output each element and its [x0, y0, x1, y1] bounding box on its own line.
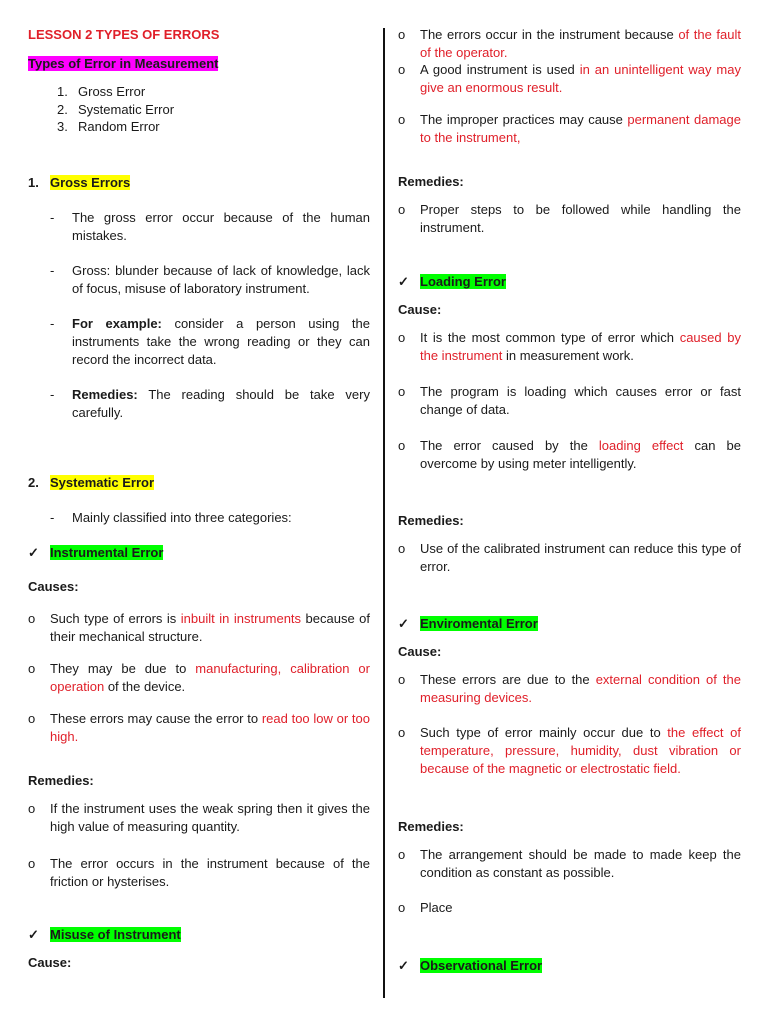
bullet-item [398, 846, 741, 882]
text: Proper steps to be followed while handling the instrument. [420, 202, 741, 235]
label-heading [398, 301, 441, 319]
bullet-icon: o [398, 330, 406, 345]
column-divider [383, 28, 385, 998]
bullet-item [398, 26, 741, 62]
highlighted-red-text: inbuilt in instruments [180, 611, 302, 626]
text: The error caused by the [420, 438, 599, 453]
section-heading [28, 174, 131, 192]
dash-item [50, 386, 370, 422]
text: Mainly classified into three categories: [72, 510, 292, 525]
highlighted-red-text: read too low or too high. [50, 711, 370, 744]
list-item [57, 118, 160, 136]
bullet-item [28, 855, 370, 891]
text: Gross Errors [50, 175, 131, 190]
text: Such type of errors is [50, 611, 181, 626]
list-number: 2. [57, 102, 68, 117]
highlighted-red-text: loading effect [598, 438, 684, 453]
section-heading [28, 474, 155, 492]
text: Cause: [398, 302, 442, 317]
bullet-icon: o [398, 847, 406, 862]
checkmark-icon: ✓ [398, 958, 409, 973]
text: can be overcome by using meter intelligently. [420, 438, 741, 471]
bullet-item [398, 899, 741, 917]
label-heading [28, 954, 71, 972]
list-item [57, 101, 175, 119]
text: of the device. [104, 679, 186, 694]
bullet-icon: o [28, 856, 36, 871]
bullet-icon: o [398, 62, 406, 77]
dash-item [50, 209, 370, 245]
text: The program is loading which causes error or fast change of data. [420, 384, 741, 417]
text: Remedies: [398, 513, 464, 528]
checkmark-icon: ✓ [398, 616, 409, 631]
bullet-item [398, 671, 741, 707]
bullet-item [398, 383, 741, 419]
text: The errors occur in the instrument because [420, 27, 679, 42]
text: Causes: [28, 579, 79, 594]
bullet-item [398, 111, 741, 147]
text: Random Error [78, 119, 160, 134]
bold-text: Remedies: [72, 387, 138, 402]
highlighted-red-text: permanent damage to the instrument, [420, 112, 741, 145]
label-heading [398, 643, 441, 661]
bullet-icon: o [28, 801, 36, 816]
text: Gross Error [78, 84, 146, 99]
page-title [28, 26, 219, 44]
bullet-icon: o [398, 900, 406, 915]
text: Cause: [398, 644, 442, 659]
list-item [57, 83, 146, 101]
text: Cause: [28, 955, 72, 970]
highlighted-red-text: external condition of the measuring devices. [420, 672, 741, 705]
text: These errors may cause the error to [50, 711, 262, 726]
bullet-icon: o [398, 438, 406, 453]
highlighted-red-text: manufacturing, calibration or operation [50, 661, 370, 694]
text: Types of Error in Measurement [28, 56, 219, 71]
bullet-icon: o [28, 711, 36, 726]
label-heading [398, 818, 464, 836]
text: Remedies: [398, 174, 464, 189]
bullet-icon: o [398, 541, 406, 556]
text: in measurement work. [502, 348, 634, 363]
dash-marker: - [50, 510, 55, 525]
dash-item [50, 262, 370, 298]
highlighted-red-text: caused by the instrument [420, 330, 741, 363]
bullet-icon: o [398, 27, 406, 42]
label-heading [398, 173, 464, 191]
text: It is the most common type of error which [420, 330, 680, 345]
highlighted-text [28, 56, 218, 71]
dash-item [50, 509, 370, 527]
text: The improper practices may cause [420, 112, 628, 127]
text: If the instrument uses the weak spring then it gives the high value of measuring quantity. [50, 801, 370, 834]
highlighted-text [420, 616, 538, 631]
checkmark-icon: ✓ [28, 545, 39, 560]
highlighted-text [420, 958, 542, 973]
list-number: 1. [57, 84, 68, 99]
text: The error occurs in the instrument because of the friction or hysterises. [50, 856, 370, 889]
dash-marker: - [50, 316, 55, 331]
subsection-heading [398, 615, 538, 633]
highlighted-red-text: of the fault of the operator. [420, 27, 741, 60]
subsection-heading [398, 273, 506, 291]
text: Gross: blunder because of lack of knowledge, lack of focus, misuse of laboratory instrument. [72, 263, 370, 296]
subsection-heading [28, 544, 164, 562]
section-subtitle [28, 55, 218, 73]
bullet-item [398, 437, 741, 473]
text: Misuse of Instrument [50, 927, 181, 942]
bullet-icon: o [28, 611, 36, 626]
bullet-item [28, 610, 371, 646]
text: because of their mechanical structure. [50, 611, 371, 644]
text: Systematic Error [78, 102, 175, 117]
bullet-item [398, 540, 741, 576]
bullet-item [28, 660, 370, 696]
text: LESSON 2 TYPES OF ERRORS [28, 27, 220, 42]
text: Place [420, 900, 453, 915]
label-heading [28, 578, 79, 596]
bullet-icon: o [398, 202, 406, 217]
bullet-icon: o [398, 672, 406, 687]
label-heading [28, 772, 94, 790]
dash-marker: - [50, 387, 55, 402]
bullet-item [398, 61, 741, 97]
highlighted-red-text: the effect of temperature, pressure, humidity, dust vibration or because of the magnetic or electrostatic field. [420, 725, 741, 776]
highlighted-text [50, 927, 181, 942]
text: Systematic Error [50, 475, 155, 490]
list-number: 3. [57, 119, 68, 134]
text: The arrangement should be made to made keep the condition as constant as possible. [420, 847, 741, 880]
bullet-icon: o [398, 725, 406, 740]
bullet-item [28, 710, 370, 746]
text: Such type of error mainly occur due to [420, 725, 668, 740]
bullet-item [398, 329, 741, 365]
bullet-icon: o [398, 384, 406, 399]
highlighted-text [50, 175, 130, 190]
dash-marker: - [50, 263, 55, 278]
text: Use of the calibrated instrument can reduce this type of error. [420, 541, 741, 574]
bullet-icon: o [398, 112, 406, 127]
text: A good instrument is used [420, 62, 580, 77]
text: The gross error occur because of the human mistakes. [72, 210, 370, 243]
checkmark-icon: ✓ [28, 927, 39, 942]
bullet-item [398, 201, 741, 237]
text: Remedies: [398, 819, 464, 834]
text: Observational Error [420, 958, 543, 973]
list-number: 1. [28, 175, 39, 190]
dash-item [50, 315, 370, 369]
text: Loading Error [420, 274, 506, 289]
text: Instrumental Error [50, 545, 164, 560]
highlighted-text [50, 475, 154, 490]
bullet-item [398, 724, 741, 778]
checkmark-icon: ✓ [398, 274, 409, 289]
subsection-heading [28, 926, 181, 944]
label-heading [398, 512, 464, 530]
text: Enviromental Error [420, 616, 538, 631]
bold-text: For example: [72, 316, 162, 331]
bullet-item [28, 800, 370, 836]
text: Remedies: [28, 773, 94, 788]
highlighted-red-text: in an unintelligent way may give an enormous result. [420, 62, 741, 95]
list-number: 2. [28, 475, 39, 490]
text: consider a person using the instruments take the wrong reading or they can record the incorrect data. [72, 316, 370, 367]
text: The reading should be take very carefully. [72, 387, 370, 420]
highlighted-text [50, 545, 163, 560]
highlighted-text [420, 274, 506, 289]
text: These errors are due to the [420, 672, 596, 687]
dash-marker: - [50, 210, 55, 225]
bullet-icon: o [28, 661, 36, 676]
text: They may be due to [50, 661, 196, 676]
subsection-heading [398, 957, 543, 975]
